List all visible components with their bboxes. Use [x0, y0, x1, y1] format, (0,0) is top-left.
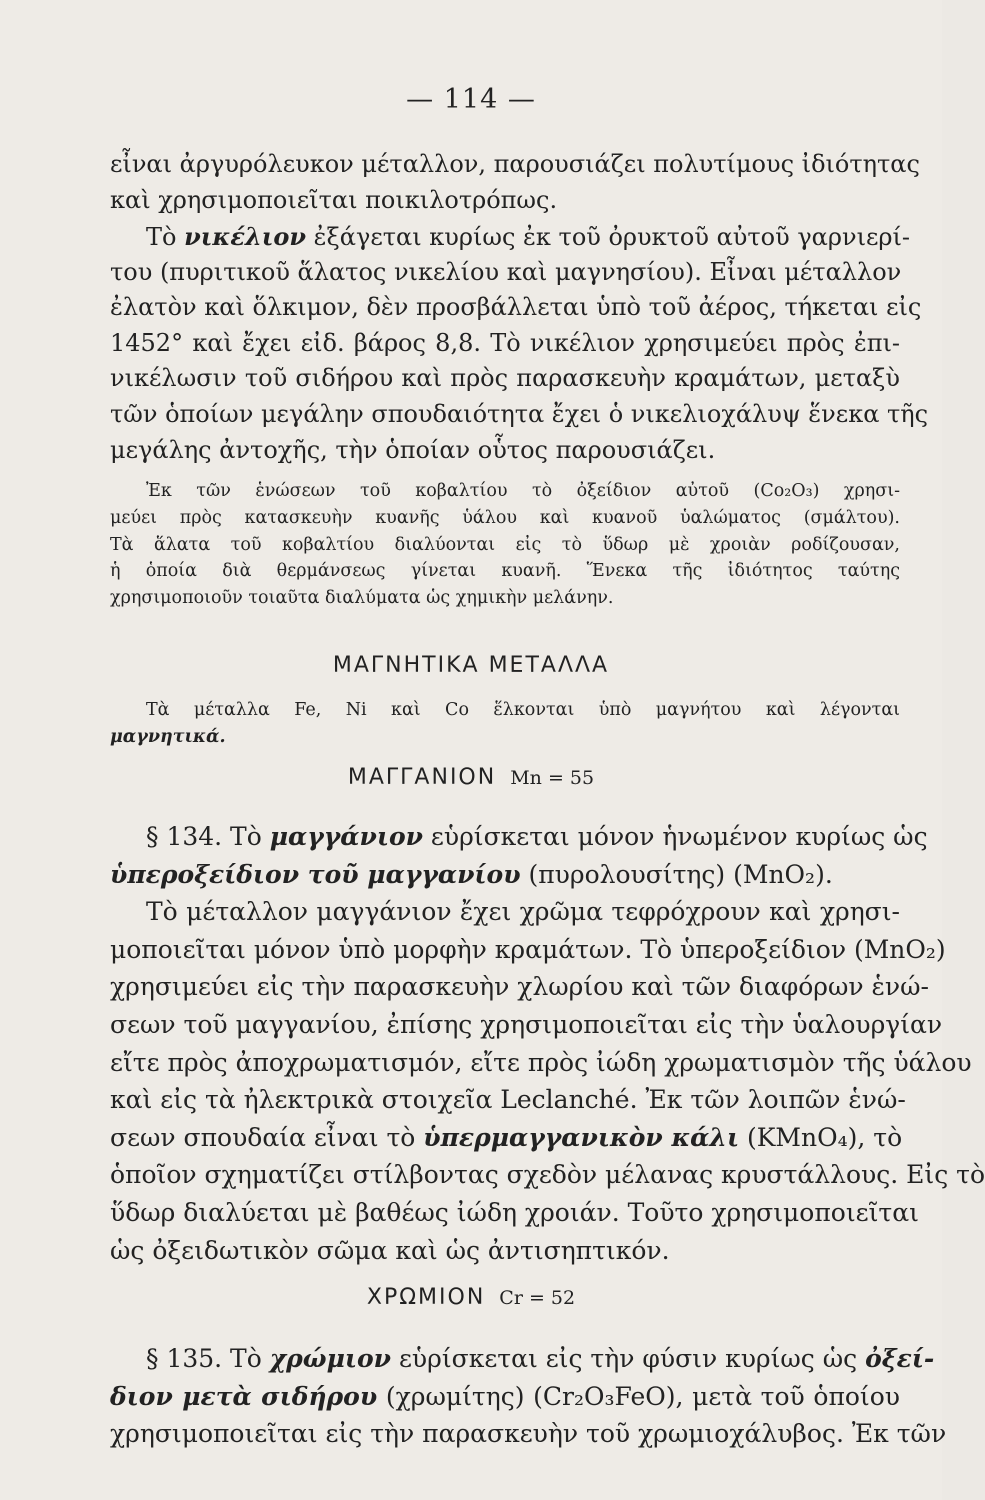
text-run: § 135. Τὸ: [146, 1344, 270, 1373]
term-manganese: μαγγάνιον: [269, 822, 423, 851]
text-line: [110, 856, 900, 894]
text-run: εὑρίσκεται εἰς τὴν φύσιν κυρίως ὡς: [391, 1344, 866, 1373]
text-line: Τὸ μέταλλον μαγγάνιον ἔχει χρῶμα τεφρόχρουν καὶ χρησι-: [146, 897, 900, 927]
page-number: — 114 —: [406, 84, 536, 115]
text-line: [110, 818, 928, 856]
term-manganese-peroxide: ὑπεροξείδιον τοῦ μαγγανίου: [110, 859, 521, 889]
text-run: Τὸ: [146, 223, 185, 251]
text-line: ὡς ὀξειδωτικὸν σῶμα καὶ ὡς ἀντισηπτικόν.: [110, 1235, 670, 1265]
text-line: εἴτε πρὸς ἀποχρωματισμόν, εἴτε πρὸς ἰώδη χρωματισμὸν τῆς ὑάλου: [110, 1047, 972, 1077]
text-line: [110, 1119, 903, 1157]
text-line: τῶν ὁποίων μεγάλην σπουδαιότητα ἔχει ὁ νικελιοχάλυψ ἕνεκα τῆς: [110, 399, 929, 428]
small-text-line: μεύει πρὸς κατασκευὴν κυανῆς ὑάλου καὶ κυανοῦ ὑαλώματος (σμάλτου).: [110, 507, 900, 528]
text-line: καὶ χρησιμοποιεῖται ποικιλοτρόπως.: [110, 185, 558, 214]
term-nickel: νικέλιον: [184, 222, 307, 251]
small-text-line: Ἐκ τῶν ἑνώσεων τοῦ κοβαλτίου τὸ ὀξείδιον αὐτοῦ (Co₂O₃) χρησι-: [146, 481, 900, 501]
text-line: χρησιμεύει εἰς τὴν παρασκευὴν χλωρίου καὶ τῶν διαφόρων ἑνώ-: [110, 972, 929, 1002]
text-line: ὕδωρ διαλύεται μὲ βαθέως ἰώδη χροιάν. Τοῦτο χρησιμοποιεῖται: [110, 1197, 919, 1227]
heading-magnetic-metals: ΜΑΓΝΗΤΙΚΑ ΜΕΤΑΛΛΑ: [332, 653, 610, 678]
text-line: μεγάλης ἀντοχῆς, τὴν ὁποίαν οὗτος παρουσιάζει.: [110, 435, 716, 464]
element-formula: Cr = 52: [499, 1287, 576, 1309]
text-run: (πυρολουσίτης) (MnO₂).: [520, 859, 833, 889]
heading-manganese: [0, 765, 942, 790]
text-line: [110, 1340, 935, 1378]
small-text-line: Τὰ μέταλλα Fe, Ni καὶ Co ἕλκονται ὑπὸ μαγνήτου καὶ λέγονται: [146, 700, 900, 720]
text-line: του (πυριτικοῦ ἅλατος νικελίου καὶ μαγνησίου). Εἶναι μέταλλον: [110, 257, 902, 286]
term-chromium: χρώμιον: [269, 1344, 392, 1373]
section-135: [110, 1340, 947, 1453]
paragraph-continuation: [110, 147, 920, 218]
term-permanganate: ὑπερμαγγανικὸν κάλι: [423, 1122, 740, 1152]
text-line: μοποιεῖται μόνον ὑπὸ μορφὴν κραμάτων. Τὸ ὑπεροξείδιον (MnO₂): [110, 934, 946, 964]
small-print-cobalt: [110, 478, 900, 612]
text-run: εὑρίσκεται μόνον ἡνωμένον κυρίως ὡς: [422, 822, 928, 851]
text-line: ἐλατὸν καὶ ὅλκιμον, δὲν προσβάλλεται ὑπὸ τοῦ ἀέρος, τήκεται εἰς: [110, 293, 922, 322]
text-line: σεων τοῦ μαγγανίου, ἐπίσης χρησιμοποιεῖται εἰς τὴν ὑαλουργίαν: [110, 1009, 943, 1039]
heading-chromium: [0, 1285, 942, 1310]
text-line: εἶναι ἀργυρόλευκον μέταλλον, παρουσιάζει πολυτίμους ἰδιότητας: [110, 150, 920, 178]
text-run: (χρωμίτης) (Cr₂O₃FeO), μετὰ τοῦ ὁποίου: [377, 1381, 900, 1411]
text-line: 1452° καὶ ἔχει εἰδ. βάρος 8,8. Τὸ νικέλιον χρησιμεύει πρὸς ἐπι-: [110, 328, 900, 357]
paragraph-magnetic: [110, 697, 900, 751]
text-line: καὶ εἰς τὰ ἠλεκτρικὰ στοιχεῖα Leclanché. Ἐκ τῶν λοιπῶν ἑνώ-: [110, 1085, 906, 1115]
text-line: νικέλωσιν τοῦ σιδήρου καὶ πρὸς παρασκευὴν κραμάτων, μεταξὺ: [110, 364, 900, 393]
text-line: [110, 1378, 900, 1416]
text-run: σεων σπουδαία εἶναι τὸ: [110, 1122, 424, 1152]
text-line: χρησιμοποιεῖται εἰς τὴν παρασκευὴν τοῦ χρωμιοχάλυβος. Ἐκ τῶν: [110, 1419, 947, 1449]
small-text-line: ἡ ὁποία διὰ θερμάνσεως γίνεται κυανῆ. Ἕνεκα τῆς ἰδιότητος ταύτης: [110, 561, 900, 582]
element-formula: Mn = 55: [510, 767, 595, 789]
term-oxide: ὀξεί-: [865, 1344, 935, 1373]
element-name: ΜΑΓΓΑΝΙΟΝ: [347, 765, 497, 790]
paragraph-nickel: [110, 219, 929, 468]
small-text-line: χρησιμοποιοῦν τοιαῦτα διαλύματα ὡς χημικὴν μελάνην.: [110, 588, 614, 609]
text-line: ὁποῖον σχηματίζει στίλβοντας σχεδὸν μέλανας κρυστάλλους. Εἰς τὸ: [110, 1160, 985, 1190]
term-magnetic: μαγνητικά.: [110, 726, 226, 747]
section-134: [110, 818, 985, 1269]
text-run: (KMnO₄), τὸ: [739, 1122, 903, 1152]
text-run: § 134. Τὸ: [146, 822, 270, 851]
text-run: ἐξάγεται κυρίως ἐκ τοῦ ὀρυκτοῦ αὐτοῦ γαρνιερί-: [306, 223, 911, 251]
small-text-line: Τὰ ἅλατα τοῦ κοβαλτίου διαλύονται εἰς τὸ ὕδωρ μὲ χροιὰν ροδίζουσαν,: [110, 534, 900, 555]
element-name: ΧΡΩΜΙΟΝ: [366, 1285, 486, 1310]
term-oxide-with-iron: διον μετὰ σιδήρου: [110, 1381, 378, 1411]
text-line: [110, 219, 911, 255]
